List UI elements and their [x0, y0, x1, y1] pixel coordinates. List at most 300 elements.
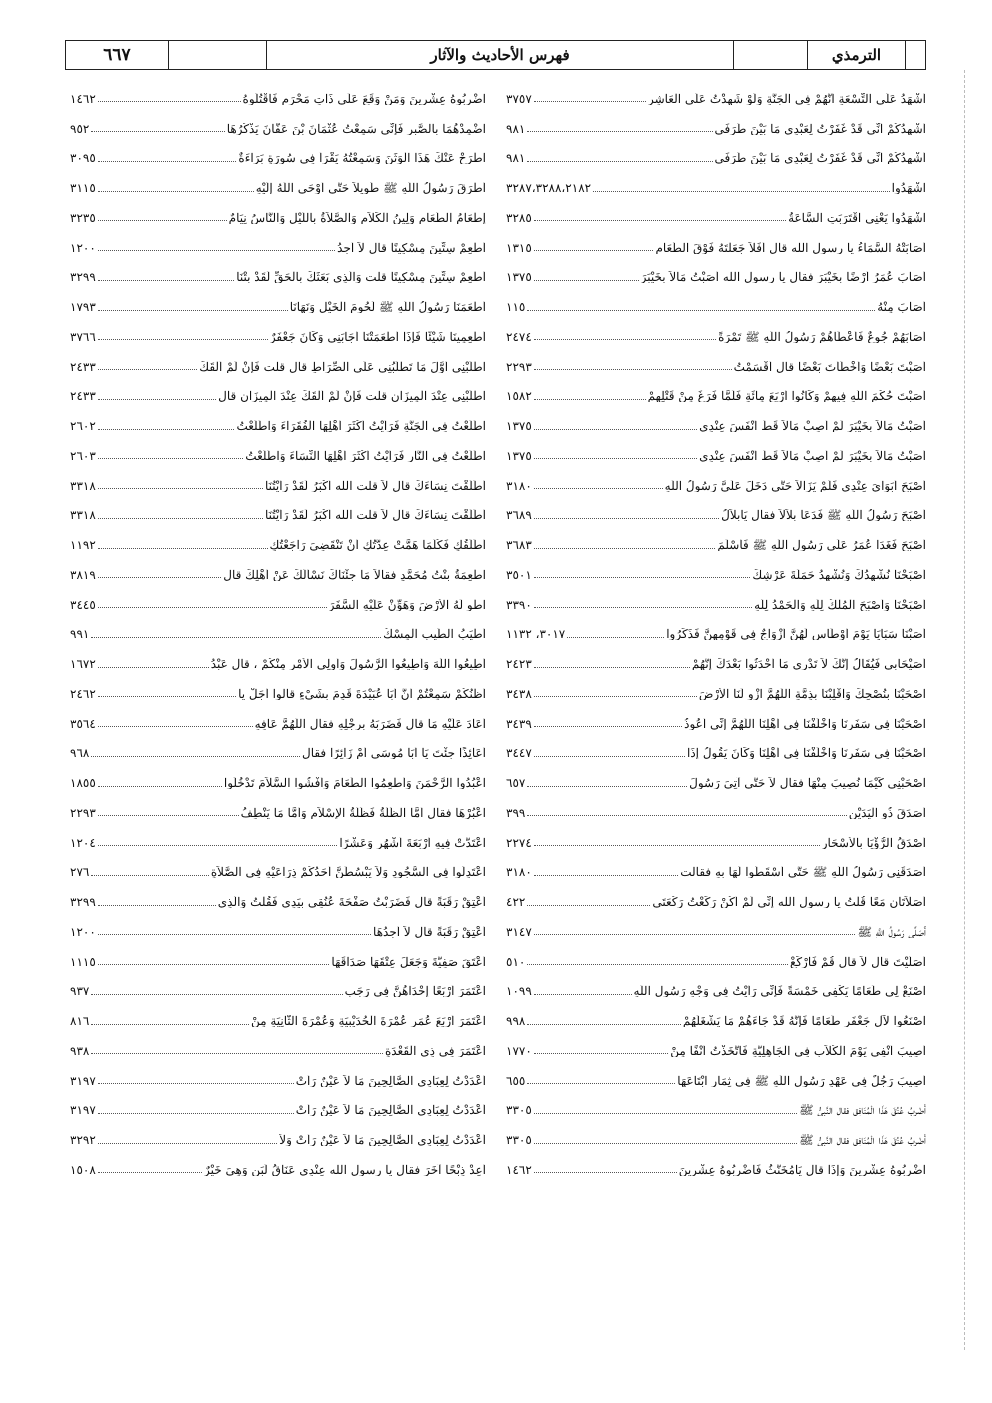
- hadith-number: ٢٤٦٢: [70, 686, 96, 701]
- leader-dots: [98, 726, 253, 727]
- leader-dots: [98, 845, 338, 846]
- hadith-number: ٣٩٩: [506, 805, 526, 820]
- index-entry: [498, 1096, 926, 1126]
- hadith-number: ٢٤٢٣: [506, 657, 532, 672]
- leader-dots: [98, 518, 263, 519]
- index-entry: [498, 1006, 926, 1036]
- entry-text: أَضْرِبُ عُنُقَ هَذَا الْمُنَافِقِ فقال النَّبِيُّ ﷺ: [799, 1134, 926, 1147]
- entry-text: اصْنَعُوا لآلِ جَعْفَرٍ طَعَامًا فَإِنَّهُ قَدْ جَاءَهُمْ مَا يَشْغَلُهُمْ: [682, 1015, 926, 1028]
- hadith-number: ٣٥٠١: [506, 567, 532, 582]
- leader-dots: [527, 310, 875, 311]
- index-entry: [498, 263, 926, 293]
- entry-text: أَطْعِمِينَا شَيْئًا فَإِذَا أَطْعَمَتْنَا أَجَابَنِي وَكَانَ جَعْفَرٌ: [269, 330, 486, 343]
- hadith-number: ١٠٩٩: [506, 984, 532, 999]
- entry-text: أَضْرِبُ عُنُقَ هَذَا الْمُنَافِقِ فقال النَّبِيُّ ﷺ: [799, 1104, 926, 1117]
- leader-dots: [527, 1024, 680, 1025]
- leader-dots: [91, 637, 381, 638]
- header-spacer-cell: [168, 41, 266, 69]
- leader-dots: [567, 637, 664, 638]
- leader-dots: [98, 786, 222, 787]
- index-entry: [498, 411, 926, 441]
- index-entry: [498, 798, 926, 828]
- entry-text: أَعْتِقْ رَقَبَةً قال فَضَرَبْتُ صَفْحَةَ عُنُقِي بِيَدِي فَقُلْتُ وَالَّذِي: [217, 896, 486, 909]
- hadith-number: ٣٢٨٧،٣٢٨٨،٢١٨٢: [506, 181, 592, 196]
- entry-text: أَصْبَحَ رَسُولُ اللَّهِ ﷺ فَدَعَا بِلاَلاً فقال يَابِلاَلُ: [721, 509, 926, 522]
- leader-dots: [534, 280, 639, 281]
- entry-text: أَعْتِقْ رَقَبَةً قال لاَ أَجِدُهَا: [373, 925, 486, 938]
- entry-text: أَطَلَّقْتَ نِسَاءَكَ قال لاَ قلت الله أَكْبَرُ لَقَدْ رَأَيْتُنَا: [265, 479, 486, 492]
- margin-line: [964, 70, 965, 1350]
- index-entry: [70, 84, 498, 114]
- leader-dots: [534, 369, 732, 370]
- entry-text: اعْتَمَرَ أَرْبَعَ عُمَرٍ عُمْرَةَ الْحُدَيْبِيَةِ وَعُمْرَةَ الثَّانِيَةِ مِنْ: [250, 1015, 486, 1028]
- entry-text: أَصَابَتْهُ السَّمَاءُ يا رسول الله قال أَفَلاَ جَعَلْتَهُ فَوْقَ الطَّعَامِ: [655, 241, 926, 254]
- entry-text: أَصَابَهُمْ جُوعٌ فَأَعْطَاهُمْ رَسُولُ اللَّهِ ﷺ تَمْرَةً: [718, 330, 926, 343]
- index-entry: [70, 530, 498, 560]
- entry-text: أُشْهِدُكُمْ أَنِّي قَدْ غَفَرْتُ لِعَبْدِي مَا بَيْنَ طَرَفَي: [714, 152, 926, 165]
- entry-text: أَصَابَ عُمَرُ أَرْضًا بِخَيْبَرَ فقال يا رسول الله أَصَبْتُ مَالاً بِخَيْبَرَ: [640, 271, 926, 284]
- entry-text: أَصْبَحْنَا وَأَصْبَحَ الْمُلْكُ لِلَّهِ وَالْحَمْدُ لِلَّهِ: [754, 598, 926, 611]
- entry-text: اعْتَدِلُوا فِي السُّجُودِ وَلاَ يَبْسُطَنَّ أَحَدُكُمْ ذِرَاعَيْهِ فِي الصَّلاَةِ: [210, 866, 486, 879]
- index-entry: [498, 828, 926, 858]
- index-title: فهرس الأحاديث والآثار: [266, 41, 733, 69]
- hadith-number: ٨١٦: [70, 1014, 90, 1029]
- entry-text: اصْحَبْنَا بِنُصْحِكَ وَاقْلِبْنَا بِذِمَّةٍ اللَّهُمَّ ازْوِ لَنَا الأَرْضَ: [698, 687, 926, 700]
- index-entry: [70, 739, 498, 769]
- index-entry: [498, 649, 926, 679]
- index-entry: [70, 411, 498, 441]
- entry-text: أُصِيبَ أَنْفِي يَوْمَ الْكُلاَبِ فِي الْجَاهِلِيَّةِ فَاتَّخَذْتُ أَنْفًا مِنْ: [670, 1044, 926, 1057]
- leader-dots: [91, 1053, 383, 1054]
- hadith-number: ٣٥٦٤: [70, 716, 96, 731]
- index-entry: [498, 887, 926, 917]
- leader-dots: [534, 429, 697, 430]
- leader-dots: [98, 667, 209, 668]
- entry-text: اعْبُرْهَا فقال أَمَّا الظُّلَّةُ فَظُلَّةُ الإِسْلاَمِ وَأَمَّا مَا يَنْطِفُ: [240, 806, 486, 819]
- index-entry: [498, 292, 926, 322]
- index-entry: [70, 501, 498, 531]
- leader-dots: [527, 964, 788, 965]
- entry-text: اصْحَبْنِي كَيْمَا نُصِيبَ مِنْهَا فقال لاَ حَتَّى آتِيَ رَسُولَ: [689, 777, 926, 790]
- entry-text: أَصْبَحَ فَغَدَا عُمَرُ عَلَى رَسُولِ اللَّهِ ﷺ فَأَسْلَمَ: [717, 539, 926, 552]
- leader-dots: [534, 756, 685, 757]
- hadith-number: ٢٢٩٣: [506, 359, 532, 374]
- index-entry: [498, 560, 926, 590]
- hadith-number: ١٤٦٢: [70, 91, 96, 106]
- leader-dots: [534, 458, 697, 459]
- index-entry: [498, 471, 926, 501]
- index-entry: [70, 1006, 498, 1036]
- entry-text: أَعْدَدْتُ لِعِبَادِي الصَّالِحِينَ مَا لاَ عَيْنٌ رَأَتْ: [295, 1074, 486, 1087]
- index-entry: [498, 709, 926, 739]
- hadith-number: ٢٧٦: [70, 865, 90, 880]
- hadith-number: ١٧٩٣: [70, 300, 96, 315]
- leader-dots: [534, 488, 663, 489]
- index-entry: [70, 114, 498, 144]
- entry-text: اضْرِبُوهُ عِشْرِينَ وَإِذَا قال يَامُخَنَّثُ فَاضْرِبُوهُ عِشْرِينَ: [678, 1163, 926, 1176]
- index-entry: [70, 203, 498, 233]
- hadith-number: ١١٩٢: [70, 538, 96, 553]
- page-number: ٦٦٧: [103, 45, 131, 65]
- index-entry: [70, 263, 498, 293]
- entry-text: أَعَائِذًا جِئْتَ يَا أَبَا مُوسَى أَمْ زَائِرًا فقال: [301, 747, 486, 760]
- leader-dots: [98, 280, 234, 281]
- index-entry: [498, 1036, 926, 1066]
- hadith-number: ٣٨١٩: [70, 567, 96, 582]
- entry-text: اطْرَحْ عَنْكَ هَذَا الْوَثَنَ وَسَمِعْتُهُ يَقْرَأُ فِي سُورَةِ بَرَاءَةٌ: [238, 152, 486, 165]
- hadith-number: ٣٧٦٦: [70, 329, 96, 344]
- index-entry: [498, 768, 926, 798]
- hadith-number: ٣٤٣٨: [506, 686, 532, 701]
- index-entry: [70, 768, 498, 798]
- hadith-number: ٣٢٨٥: [506, 210, 532, 225]
- index-entry: [70, 917, 498, 947]
- hadith-number: ٢٦٠٢: [70, 419, 96, 434]
- leader-dots: [527, 905, 650, 906]
- leader-dots: [91, 1024, 249, 1025]
- hadith-number: ٣٣١٨: [70, 478, 96, 493]
- hadith-number: ٢٤٧٤: [506, 329, 532, 344]
- leader-dots: [91, 994, 342, 995]
- entry-text: أَطِيعُوا اللَّهَ وَأَطِيعُوا الرَّسُولَ وَأُولِي الأَمْرِ مِنْكُمْ ، قال عَبْدُ: [210, 658, 486, 671]
- leader-dots: [534, 518, 719, 519]
- hadith-number: ١١١٥: [70, 954, 96, 969]
- leader-dots: [534, 994, 632, 995]
- index-entry: [498, 144, 926, 174]
- index-entry: [70, 322, 498, 352]
- hadith-number: ٣٢٣٥: [70, 210, 96, 225]
- index-entry: [70, 887, 498, 917]
- leader-dots: [98, 250, 335, 251]
- index-entry: [498, 739, 926, 769]
- entry-text: إِطْعَامُ الطَّعَامِ وَلِينُ الْكَلاَمِ وَالصَّلاَةُ بِاللَّيْلِ وَالنَّاسُ نِيَامٌ: [228, 211, 486, 224]
- index-entry: [498, 530, 926, 560]
- entry-text: اشْهَدُوا: [891, 182, 926, 195]
- hadith-number: ١٢٠٠: [70, 924, 96, 939]
- entry-text: أَعْتَقَ صَفِيَّةَ وَجَعَلَ عِتْقَهَا صَدَاقَهَا: [331, 955, 486, 968]
- entry-text: اطْوِ لَهُ الأَرْضَ وَهَوِّنْ عَلَيْهِ السَّفَرَ: [328, 598, 486, 611]
- leader-dots: [98, 339, 268, 340]
- leader-dots: [98, 310, 288, 311]
- leader-dots: [98, 548, 268, 549]
- leader-dots: [527, 1083, 675, 1084]
- hadith-number: ٥١٠: [506, 954, 526, 969]
- hadith-number: ٩٣٧: [70, 984, 90, 999]
- entry-text: اصْنَعْ لِي طَعَامًا يَكْفِي خَمْسَةً فَإِنِّي رَأَيْتُ فِي وَجْهِ رَسُولِ اللَّهِ: [633, 985, 926, 998]
- index-entry: [70, 620, 498, 650]
- hadith-number: ١٢٠٠: [70, 240, 96, 255]
- leader-dots: [534, 696, 697, 697]
- index-entry: [498, 679, 926, 709]
- hadith-number: ٣٠١٧، ١١٣٢: [506, 627, 566, 642]
- leader-dots: [534, 1053, 668, 1054]
- header-spacer-cell: [733, 41, 807, 69]
- leader-dots: [534, 1172, 677, 1173]
- hadith-number: ١٧٧٠: [506, 1043, 532, 1058]
- hadith-number: ١٢٠٤: [70, 835, 96, 850]
- index-entry: [70, 233, 498, 263]
- entry-text: أَظْنُكُمْ سَمِعْتُمْ أَنَّ أَبَا عُبَيْدَةَ قَدِمَ بِشَيْءٍ قالوا أَجَلْ يا: [238, 687, 486, 700]
- leader-dots: [98, 399, 216, 400]
- leader-dots: [534, 399, 646, 400]
- hadith-number: ٢٦٠٣: [70, 448, 96, 463]
- hadith-number: ٤٢٢: [506, 895, 526, 910]
- index-entry: [70, 798, 498, 828]
- index-entry: [498, 1066, 926, 1096]
- leader-dots: [98, 220, 227, 221]
- entry-text: اضْمِدْهُمَا بِالصَّبِرِ فَإِنِّي سَمِعْتُ عُثْمَانَ بْنَ عَفَّانَ يَذْكُرُهَا: [226, 122, 486, 135]
- leader-dots: [98, 1143, 278, 1144]
- entry-text: أُصِيبَ رَجُلٌ فِي عَهْدِ رَسُولِ اللَّهِ ﷺ فِي ثِمَارٍ ابْتَاعَهَا: [677, 1074, 926, 1087]
- hadith-number: ٣٣٠٥: [506, 1103, 532, 1118]
- leader-dots: [534, 875, 678, 876]
- index-entry: [70, 471, 498, 501]
- entry-text: أَصْبَحَ أَبَوَايَ عِنْدِي فَلَمْ يَزَالاَ حَتَّى دَخَلَ عَلَيَّ رَسُولُ اللَّهِ: [664, 479, 926, 492]
- hadith-number: ٩٦٨: [70, 746, 90, 761]
- index-entry: [498, 441, 926, 471]
- leader-dots: [527, 786, 687, 787]
- leader-dots: [534, 577, 751, 578]
- leader-dots: [534, 1113, 797, 1114]
- index-entry: [498, 352, 926, 382]
- leader-dots: [98, 161, 237, 162]
- hadith-number: ٣١٨٠: [506, 865, 532, 880]
- index-entry: [70, 977, 498, 1007]
- entry-text: أَطْرَقَ رَسُولُ اللَّهِ ﷺ طَوِيلاً حَتَّى أَوْحَى اللَّهُ إِلَيْهِ: [255, 182, 486, 195]
- index-entry: [70, 560, 498, 590]
- entry-text: أَصَبْتُ مَالاً بِخَيْبَرَ لَمْ أُصِبْ مَالاً قَطُّ أَنْفَسَ عِنْدِي: [699, 420, 926, 433]
- hadith-number: ٢٢٧٤: [506, 835, 532, 850]
- leader-dots: [98, 1083, 294, 1084]
- hadith-number: ٣٦٨٩: [506, 508, 532, 523]
- index-entry: [498, 173, 926, 203]
- index-entry: [498, 977, 926, 1007]
- index-entry: [70, 649, 498, 679]
- leader-dots: [98, 1113, 294, 1114]
- hadith-number: ١٦٧٢: [70, 657, 96, 672]
- leader-dots: [534, 220, 786, 221]
- index-entry: [70, 352, 498, 382]
- index-entry: [498, 1125, 926, 1155]
- index-entry: [70, 590, 498, 620]
- hadith-number: ٣٠٩٥: [70, 151, 96, 166]
- leader-dots: [534, 339, 716, 340]
- index-entry: [70, 441, 498, 471]
- leader-dots: [98, 934, 371, 935]
- entry-text: أَصَدَقَنِي رَسُولُ اللَّهِ ﷺ حَتَّى أَسْقَطُوا لَهَا بِهِ فقالت: [680, 866, 926, 879]
- index-entry: [70, 292, 498, 322]
- hadith-number: ٣٦٨٣: [506, 538, 532, 553]
- hadith-number: ٣٢٩٢: [70, 1133, 96, 1148]
- index-entry: [498, 233, 926, 263]
- leader-dots: [534, 1143, 797, 1144]
- hadith-number: ٣١٤٧: [506, 924, 532, 939]
- entry-text: أَصْبَحْنَا نُشْهِدُكَ وَنُشْهِدُ حَمَلَةَ عَرْشِكَ: [752, 568, 926, 581]
- entry-text: اعْتَمَرَ فِي ذِي الْقَعْدَةِ: [384, 1044, 486, 1057]
- entry-text: اطَّلَعْتُ فِي الْجَنَّةِ فَرَأَيْتُ أَكْثَرَ أَهْلِهَا الْفُقَرَاءَ وَاطَّلَعْتُ: [236, 420, 486, 433]
- entry-text: اصْحَبْنَا فِي سَفَرِنَا وَاخْلُفْنَا فِي أَهْلِنَا وَكَانَ يَقُولُ إِذَا: [687, 747, 926, 760]
- leader-dots: [527, 131, 712, 132]
- leader-dots: [534, 726, 682, 727]
- hadith-number: ٣١١٥: [70, 181, 96, 196]
- entry-text: اطْلُبْنِي عِنْدَ الْمِيزَانِ قلت فَإِنْ لَمْ أَلْقَكَ عِنْدَ الْمِيزَانِ قال: [218, 390, 486, 403]
- leader-dots: [98, 577, 221, 578]
- entry-text: أَعْدَدْتُ لِعِبَادِي الصَّالِحِينَ مَا لاَ عَيْنٌ رَأَتْ: [295, 1104, 486, 1117]
- index-entry: [498, 620, 926, 650]
- entry-text: اعْتَمَرَ أَرْبَعًا إِحْدَاهُنَّ فِي رَجَبٍ: [344, 985, 486, 998]
- leader-dots: [534, 607, 752, 608]
- entry-text: أَطْعِمْ سِتِّينَ مِسْكِينًا قلت وَالَّذِي بَعَثَكَ بِالْحَقِّ لَقَدْ بِتْنَا: [236, 271, 486, 284]
- leader-dots: [534, 101, 646, 102]
- index-entry: [498, 322, 926, 352]
- hadith-number: ٣٣٠٥: [506, 1133, 532, 1148]
- hadith-number: ٩٩٨: [506, 1014, 526, 1029]
- entry-text: أَطْعَمَنَا رَسُولُ اللَّهِ ﷺ لُحُومَ الْخَيْلِ وَنَهَانَا: [289, 301, 486, 314]
- leader-dots: [98, 964, 330, 965]
- index-columns: [70, 84, 926, 1274]
- hadith-number: ٣١٨٠: [506, 478, 532, 493]
- entry-text: أَصَبْنَا سَبَايَا يَوْمَ أَوْطَاسٍ لَهُنَّ أَزْوَاجٌ فِي قَوْمِهِنَّ فَذَكَرُوا: [666, 628, 926, 641]
- hadith-number: ١٤٦٢: [506, 1162, 532, 1177]
- entry-text: اعْتَدَّتْ فِيهِ أَرْبَعَةَ أَشْهُرٍ وَعَشْرًا: [339, 836, 486, 849]
- hadith-number: ٣٧٥٧: [506, 91, 532, 106]
- entry-text: أُشْهِدُكُمْ أَنِّي قَدْ غَفَرْتُ لِعَبْدِي مَا بَيْنَ طَرَفَي: [714, 122, 926, 135]
- leader-dots: [98, 369, 197, 370]
- index-entry: [70, 858, 498, 888]
- hadith-number: ١٥٨٢: [506, 389, 532, 404]
- index-entry: [498, 917, 926, 947]
- hadith-number: ٩٩١: [70, 627, 90, 642]
- header-corner-cell: [905, 41, 925, 69]
- index-entry: [70, 709, 498, 739]
- entry-text: أَصَدَقَ ذُو الْيَدَيْنِ: [848, 806, 926, 819]
- entry-text: أَصَلَّيْتَ قال لاَ قال قُمْ فَارْكَعْ: [789, 955, 926, 968]
- hadith-number: ٩٣٨: [70, 1043, 90, 1058]
- index-entry: [70, 382, 498, 412]
- entry-text: أَصَبْتَ بَعْضًا وَأَخْطَأْتَ بَعْضًا قال أَقْسَمْتُ: [733, 360, 926, 373]
- leader-dots: [91, 131, 224, 132]
- entry-text: أَشْهَدُ عَلَى التِّسْعَةِ أَنَّهُمْ فِي الْجَنَّةِ وَلَوْ شَهِدْتُ عَلَى الْعَاشِرِ: [647, 92, 926, 105]
- index-entry: [70, 1155, 498, 1185]
- hadith-number: ٩٨١: [506, 121, 526, 136]
- index-entry: [498, 590, 926, 620]
- hadith-number: ٢٤٣٣: [70, 389, 96, 404]
- entry-text: اعْبُدُوا الرَّحْمَنَ وَأَطْعِمُوا الطَّعَامَ وَأَفْشُوا السَّلاَمَ تَدْخُلُوا: [223, 777, 486, 790]
- index-entry: [498, 382, 926, 412]
- hadith-number: ١٨٥٥: [70, 776, 96, 791]
- entry-text: أَصَبْتَ حُكْمَ اللَّهِ فِيهِمْ وَكَانُوا أَرْبَعَ مِائَةٍ فَلَمَّا فَرَغَ مِنْ قَتْلِهِمْ: [647, 390, 926, 403]
- index-entry: [498, 84, 926, 114]
- leader-dots: [98, 905, 216, 906]
- right-column: [498, 84, 926, 1274]
- entry-text: أُصَلِّي رَسُولُ اللَّهِ ﷺ: [857, 925, 926, 938]
- hadith-number: ٣١٩٧: [70, 1073, 96, 1088]
- index-entry: [498, 1155, 926, 1185]
- hadith-number: ١١٥: [506, 300, 526, 315]
- entry-text: أَعْدَدْتُ لِعِبَادِي الصَّالِحِينَ مَا لاَ عَيْنٌ رَأَتْ وَلاَ: [279, 1134, 486, 1147]
- leader-dots: [98, 458, 244, 459]
- entry-text: أَعِدْ ذِبْحًا آخَرَ فقال يا رسول الله عِنْدِي عَنَاقُ لَبَنٍ وَهِيَ خَيْرٌ: [204, 1163, 486, 1176]
- hadith-number: ٣٣١٨: [70, 508, 96, 523]
- hadith-number: ١٣٧٥: [506, 419, 532, 434]
- leader-dots: [527, 815, 846, 816]
- hadith-number: ٩٨١: [506, 151, 526, 166]
- index-entry: [498, 114, 926, 144]
- entry-text: اشْهَدُوا يَعْنِي اقْتَرَبَتِ السَّاعَةُ: [788, 211, 926, 224]
- leader-dots: [98, 191, 254, 192]
- hadith-number: ٢٤٣٣: [70, 359, 96, 374]
- hadith-number: ٣٣٩٠: [506, 597, 532, 612]
- index-entry: [498, 858, 926, 888]
- hadith-number: ٦٥٧: [506, 776, 526, 791]
- leader-dots: [534, 845, 820, 846]
- entry-text: أَطْيَبُ الطِّيبِ الْمِسْكُ: [383, 628, 486, 641]
- entry-text: اضْرِبُوهُ عِشْرِينَ وَمَنْ وَقَعَ عَلَى ذَاتِ مَحْرَمٍ فَاقْتُلُوهُ: [242, 92, 486, 105]
- hadith-number: ٣٤٣٩: [506, 716, 532, 731]
- index-entry: [498, 203, 926, 233]
- entry-text: اصْحَبْنَا فِي سَفَرِنَا وَاخْلُفْنَا فِي أَهْلِنَا اللَّهُمَّ إِنِّي أَعُوذُ: [684, 717, 926, 730]
- leader-dots: [98, 815, 239, 816]
- leader-dots: [534, 250, 654, 251]
- leader-dots: [91, 756, 300, 757]
- leader-dots: [534, 934, 856, 935]
- leader-dots: [593, 191, 890, 192]
- hadith-number: ٦٥٥: [506, 1073, 526, 1088]
- entry-text: أَطْعِمْ سِتِّينَ مِسْكِينًا قال لاَ أَجِدُ: [337, 241, 486, 254]
- hadith-number: ٢٢٩٣: [70, 805, 96, 820]
- leader-dots: [534, 548, 716, 549]
- hadith-number: ١٥٠٨: [70, 1162, 96, 1177]
- index-entry: [70, 1096, 498, 1126]
- entry-text: أَطَلَّقْتَ نِسَاءَكَ قال لاَ قلت الله أَكْبَرُ لَقَدْ رَأَيْتُنَا: [265, 509, 486, 522]
- entry-text: أُصَيْحَابِي فَيُقَالُ إِنَّكَ لاَ تَدْرِي مَا أَحْدَثُوا بَعْدَكَ إِنَّهُمْ: [691, 658, 926, 671]
- index-entry: [498, 947, 926, 977]
- hadith-number: ٣٤٤٥: [70, 597, 96, 612]
- hadith-number: ٣٢٩٩: [70, 270, 96, 285]
- hadith-number: ١٣٧٥: [506, 448, 532, 463]
- leader-dots: [98, 101, 241, 102]
- hadith-number: ٣٢٩٩: [70, 895, 96, 910]
- entry-text: أَصْدَقُ الرُّؤْيَا بِالأَسْحَارِ: [821, 836, 926, 849]
- entry-text: أَعَادَ عَلَيْهِ مَا قال فَضَرَبَهُ بِرِجْلِهِ فقال اللَّهُمَّ عَافِهِ: [254, 717, 486, 730]
- entry-text: أُطَلِّقُكِ فَكُلَّمَا هَمَّتْ عِدَّتُكِ أَنْ تَنْقَضِيَ رَاجَعْتُكِ: [269, 539, 486, 552]
- entry-text: أَصَبْتُ مَالاً بِخَيْبَرَ لَمْ أُصِبْ مَالاً قَطُّ أَنْفَسَ عِنْدِي: [699, 449, 926, 462]
- entry-text: اطْعِمَةُ بِنْتُ مُحَمَّدٍ فقالاَ مَا جِئْنَاكَ نَسْأَلُكَ عَنْ أَهْلِكَ قال: [223, 568, 486, 581]
- leader-dots: [527, 161, 712, 162]
- hadith-number: ٣٤٤٧: [506, 746, 532, 761]
- book-name: الترمذي: [807, 41, 905, 69]
- index-entry: [70, 828, 498, 858]
- entry-text: أَصَلاَتَانِ مَعًا قُلْتُ يا رسول الله إِنِّي لَمْ أَكُنْ رَكَعْتُ رَكْعَتَيِ: [652, 896, 926, 909]
- entry-text: اطْلُبْنِي أَوَّلَ مَا تَطْلُبُنِي عَلَى الصِّرَاطِ قال قلت فَإِنْ لَمْ أَلْقَكَ: [199, 360, 486, 373]
- index-entry: [70, 947, 498, 977]
- left-column: [70, 84, 498, 1274]
- hadith-number: ٣١٩٧: [70, 1103, 96, 1118]
- index-entry: [498, 501, 926, 531]
- hadith-number: ٩٥٢: [70, 121, 90, 136]
- leader-dots: [98, 696, 236, 697]
- leader-dots: [98, 488, 263, 489]
- leader-dots: [91, 875, 209, 876]
- entry-text: أَصَابَ مِنْهُ: [877, 301, 926, 314]
- entry-text: اطَّلَعْتُ فِي النَّارِ فَرَأَيْتُ أَكْثَرَ أَهْلِهَا النِّسَاءَ وَاطَّلَعْتُ: [245, 449, 486, 462]
- index-entry: [70, 1036, 498, 1066]
- hadith-number: ١٣١٥: [506, 240, 532, 255]
- index-entry: [70, 173, 498, 203]
- leader-dots: [534, 667, 690, 668]
- leader-dots: [98, 429, 235, 430]
- leader-dots: [98, 1172, 202, 1173]
